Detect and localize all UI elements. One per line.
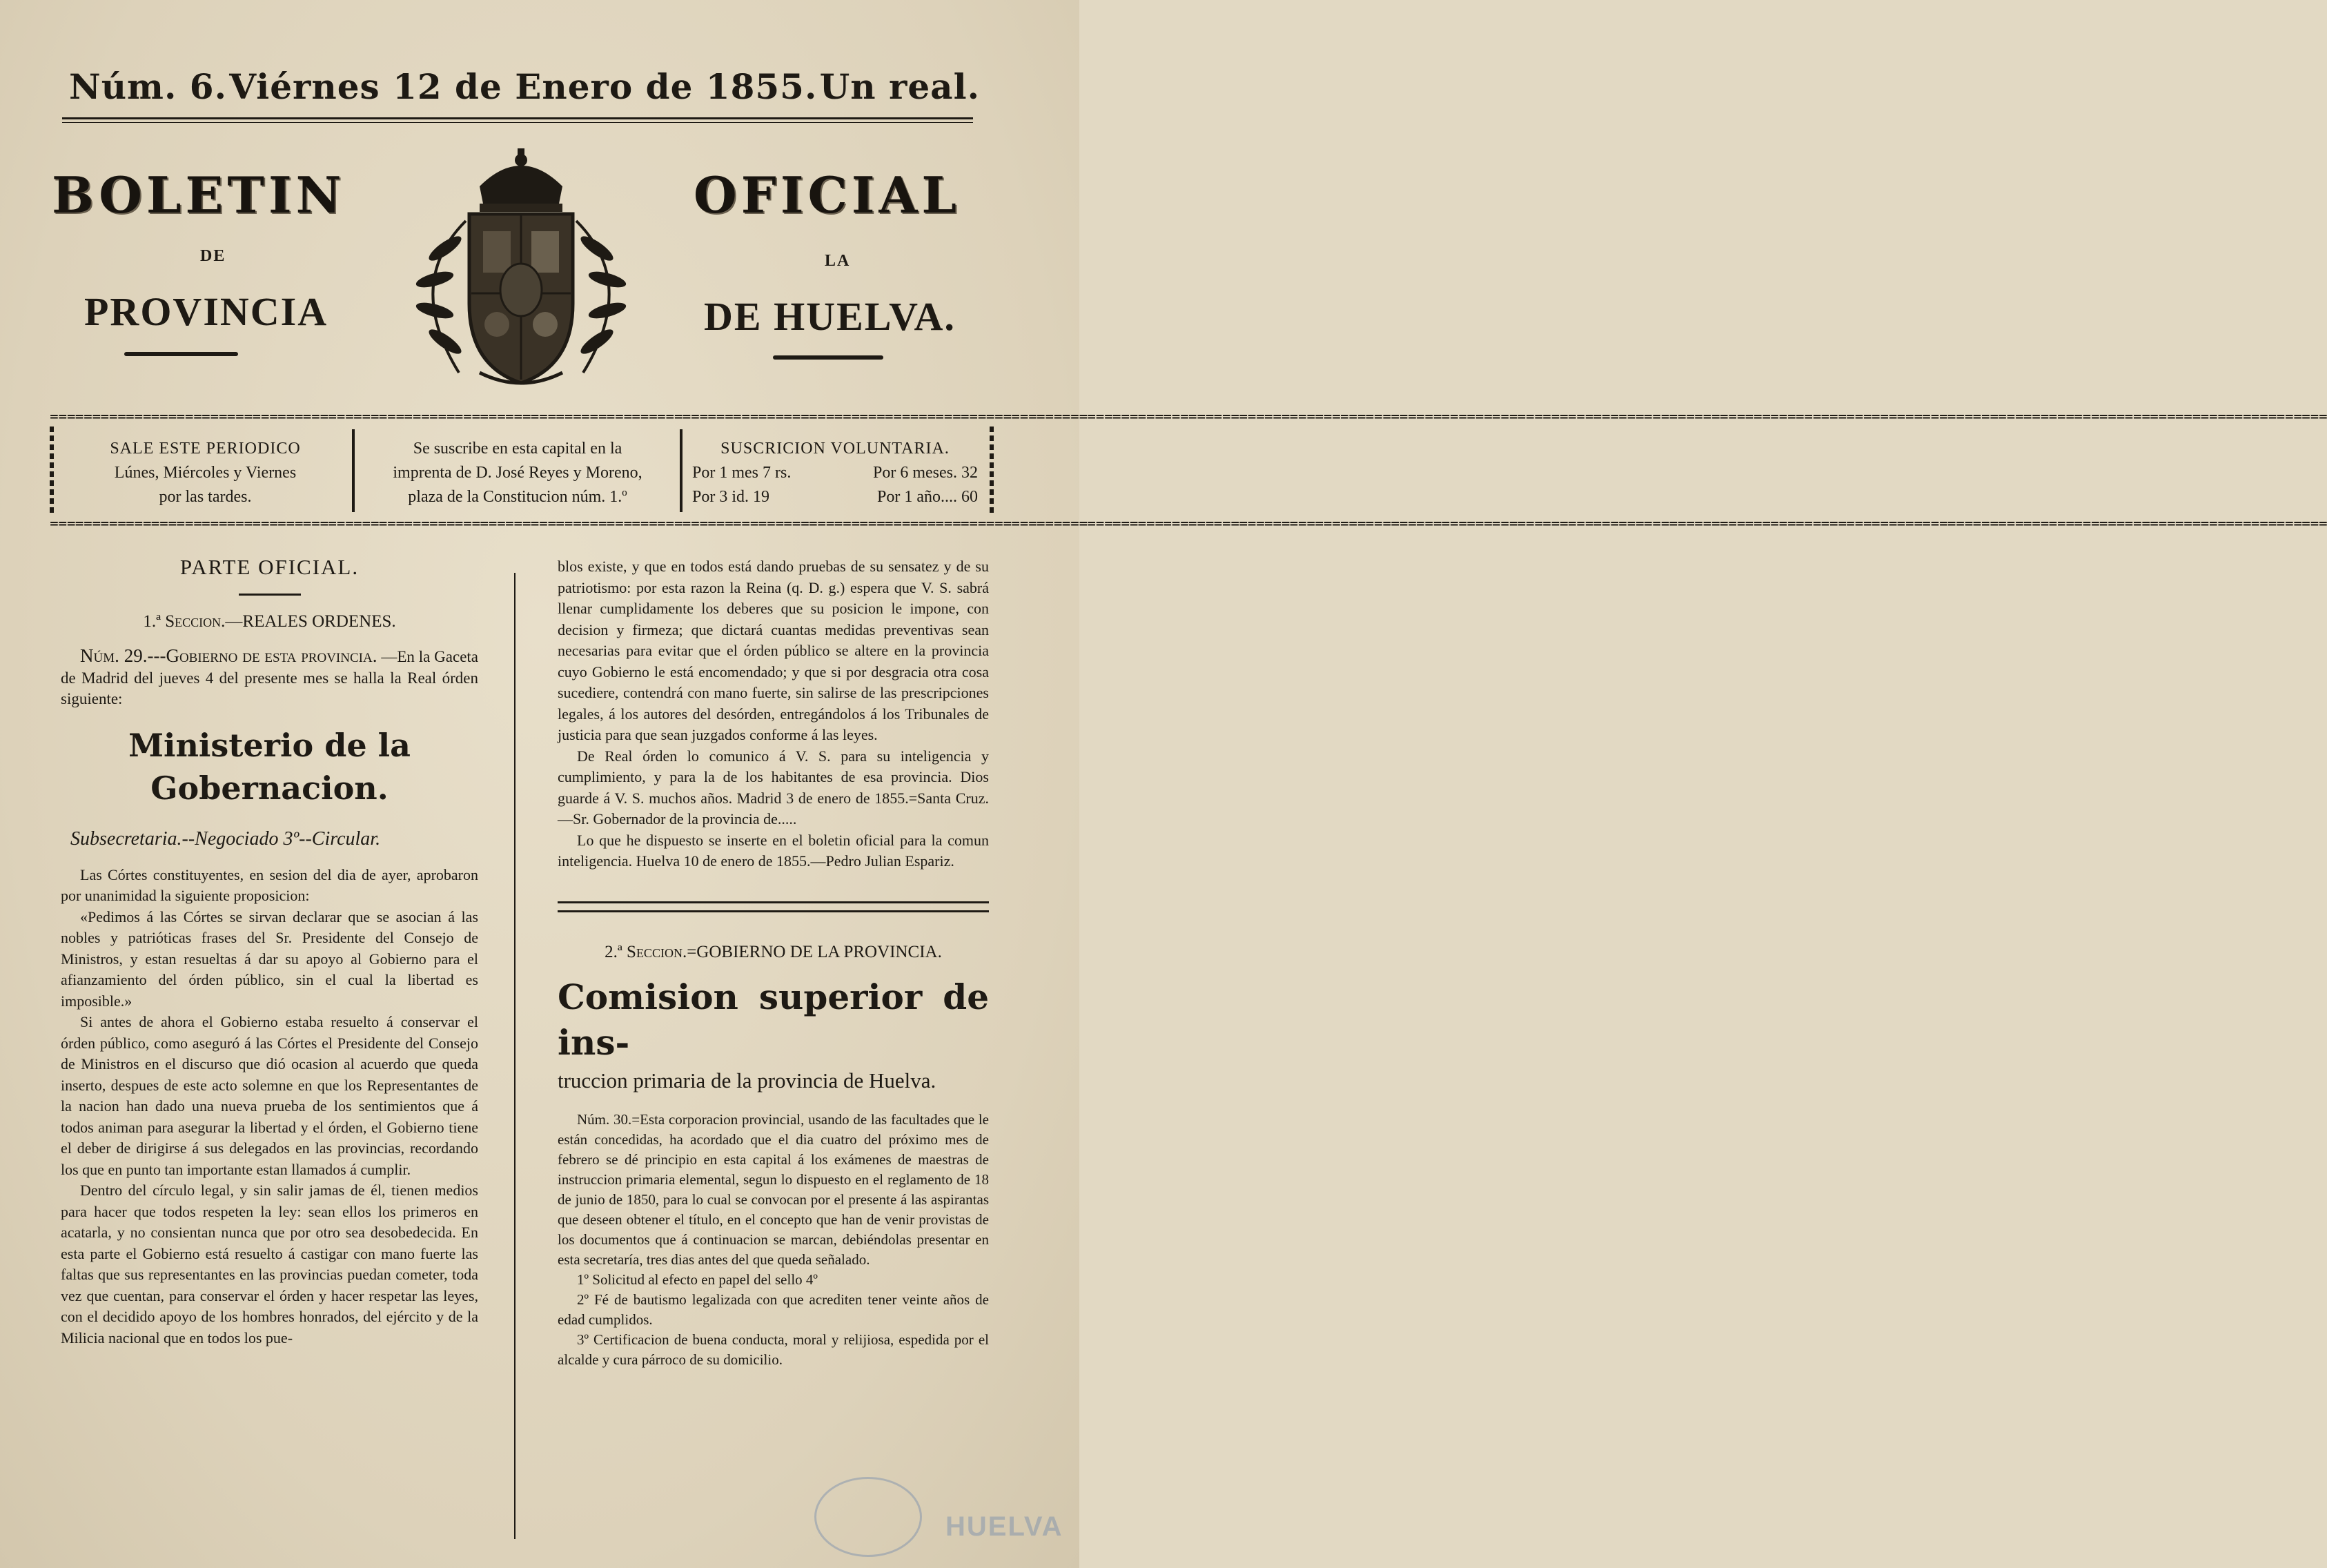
coat-of-arms-icon	[376, 145, 666, 393]
masthead-word-right: OFICIAL	[694, 166, 961, 224]
info-box-left-border	[50, 427, 54, 513]
subscribe-line-3: plaza de la Constitucion núm. 1.º	[408, 488, 627, 506]
left-paragraph-3: Si antes de ahora el Gobierno estaba resuelto á conservar el órden público, como aseguró á las Córtes el Presidente del Consejo de Ministros en el discurso que dió ocasion al acuerdo que queda inserto, despues de este acto solemne en que los Representantes de la nacion han dado una nueva prueba de los sentimientos que á todos animan para asegurar la libertad y el órden, el Gobierno tiene el deber de dirigirse á sus delegados en las provincias, recordando los que en punto tan importante estan llamados á cumplir.	[61, 1013, 478, 1178]
left-paragraph-4: Dentro del círculo legal, y sin salir jamas de él, tienen medios para hacer que todos respeten la ley: sean ellos los primeros en acatarla, y no consientan nunca que por otro sea desobedecida. En esta parte el Gobierno está resuelto á castigar con mano fuerte las faltas que sus representantes en las provincias puedan cometer, toda vez que cuentan, para conservar el órden y hacer respetar las leyes, con el decidido apoyo de los hombres honrados, del ejército y de la Milicia nacional que en todos los pue-	[61, 1182, 478, 1346]
right-paragraph-2: De Real órden lo comunico á V. S. para su inteligencia y cumplimiento, y para la de los habitantes de esa provincia. Dios guarde á V. S. muchos años. Madrid 3 de enero de 1855.=Santa Cruz.—Sr. Gobernador de la provincia de.....	[558, 747, 989, 827]
prices-row-2	[687, 485, 983, 509]
requirement-1: 1º Solicitud al efecto en papel del sello 4º	[577, 1271, 818, 1288]
price-1-year: Por 1 año.... 60	[877, 488, 978, 506]
schedule-line-1: SALE ESTE PERIODICO	[110, 440, 301, 458]
column-separator	[514, 573, 516, 1539]
right-paragraph-3: Lo que he dispuesto se inserte en el boletin oficial para la comun inteligencia. Huelva 10 de enero de 1855.—Pedro Julian Espariz.	[558, 831, 989, 870]
num-30-paragraph: Núm. 30.=Esta corporacion provincial, usando de las facultades que le están concedidas, ha acordado que el dia cuatro del próximo mes de febrero se dé principio en esta capital á los exámenes de maestras de instruccion primaria elemental, segun lo dispuesto en el reglamento de 18 de junio de 1850, para lo cual se convocan por el presente á las aspirantas que deseen obtener el título, en el concepto que han de venir provistas de los documentos que á continuacion se marcan, debiéndolas presentar en esta secretaría, tres dias antes del que queda señalado.	[558, 1110, 989, 1268]
price-6-months: Por 6 meses. 32	[873, 464, 978, 482]
parte-oficial-title: PARTE OFICIAL.	[179, 555, 360, 579]
num-29-text: —En la Gaceta de Madrid del jueves 4 del presente mes se halla la Real órden siguiente:	[61, 648, 478, 707]
info-box-bottom-border: ⩶⩶⩶⩶⩶⩶⩶⩶⩶⩶⩶⩶⩶⩶⩶⩶⩶⩶⩶⩶⩶⩶⩶⩶⩶⩶⩶⩶⩶⩶⩶⩶⩶⩶⩶⩶⩶⩶⩶⩶⩶⩶⩶⩶⩶⩶⩶⩶⩶⩶⩶⩶⩶⩶⩶⩶⩶⩶⩶⩶⩶⩶⩶⩶⩶⩶⩶⩶⩶⩶⩶⩶⩶⩶⩶⩶⩶⩶⩶⩶⩶⩶⩶⩶⩶⩶⩶⩶⩶⩶	[50, 514, 2327, 531]
header-rule-thick	[62, 117, 973, 119]
masthead-word-left: BOLETIN	[52, 166, 346, 224]
prices-title: SUSCRICION VOLUNTARIA.	[720, 440, 950, 458]
section-1-heading: 1.ª Seccion.—REALES ORDENES.	[143, 612, 396, 631]
left-column	[61, 552, 478, 1349]
commission-title: Comision superior de ins-	[558, 976, 989, 1063]
prices-row-1	[687, 461, 983, 485]
info-box-top-border: ⩶⩶⩶⩶⩶⩶⩶⩶⩶⩶⩶⩶⩶⩶⩶⩶⩶⩶⩶⩶⩶⩶⩶⩶⩶⩶⩶⩶⩶⩶⩶⩶⩶⩶⩶⩶⩶⩶⩶⩶⩶⩶⩶⩶⩶⩶⩶⩶⩶⩶⩶⩶⩶⩶⩶⩶⩶⩶⩶⩶⩶⩶⩶⩶⩶⩶⩶⩶⩶⩶⩶⩶⩶⩶⩶⩶⩶⩶⩶⩶⩶⩶⩶⩶⩶⩶⩶⩶⩶⩶	[50, 407, 2327, 424]
masthead-de-huelva: DE HUELVA.	[704, 294, 956, 339]
subscribe-line-2: imprenta de D. José Reyes y Moreno,	[393, 464, 642, 482]
section-double-rule	[558, 901, 989, 912]
num-29-lead: Núm. 29.---Gobierno de esta provincia.	[80, 645, 377, 666]
schedule-line-3: por las tardes.	[159, 488, 252, 506]
subscribe-line-1: Se suscribe en esta capital en la	[413, 440, 622, 458]
info-box-col-schedule	[62, 437, 348, 509]
price-1-month: Por 1 mes 7 rs.	[692, 464, 792, 482]
requirement-3: 3º Certificacion de buena conducta, moral y relijiosa, espedida por el alcalde y cura párroco de su domicilio.	[558, 1331, 989, 1368]
left-paragraph-2: «Pedimos á las Córtes se sirvan declarar que se asocian á las nobles y patrióticas frases del Sr. Presidente del Consejo de Ministros, y estan resueltas á dar su apoyo al Gobierno para el afianzamiento del órden público, sin el cual la libertad es imposible.»	[61, 908, 478, 1010]
title-ornament	[239, 594, 301, 596]
section-2-heading: 2.ª Seccion.=GOBIERNO DE LA PROVINCIA.	[605, 942, 942, 961]
right-paragraph-1: blos existe, y que en todos está dando pruebas de su sensatez y de su patriotismo: por esta razon la Reina (q. D. g.) espera que V. S. sabrá llenar cumplidamente los deberes que su posicion le impone, con decision y firmeza; que dictará cuantas medidas preventivas sean necesarias para evitar que el órden público se altere en la provincia cuyo Gobierno le está encomendado; y que si por desgracia otra cosa sucediere, contendrá con mano fuerte, sin salirse de las prescripciones legales, á los autores del desórden, entregándolos á los Tribunales de justicia para que sean juzgados conforme á las leyes.	[558, 558, 989, 743]
schedule-line-2: Lúnes, Miércoles y Viernes	[114, 464, 297, 482]
commission-subtitle: truccion primaria de la provincia de Huelva.	[558, 1068, 936, 1092]
masthead-small-right: LA	[825, 252, 851, 270]
header-rule-thin	[62, 122, 973, 123]
masthead-provincia: PROVINCIA	[84, 289, 328, 334]
subsecretaria-line: Subsecretaria.--Negociado 3º--Circular.	[70, 827, 381, 850]
info-box-divider-2	[680, 429, 683, 512]
price-3-months: Por 3 id. 19	[692, 488, 770, 506]
ministry-heading: Ministerio de la Gobernacion.	[128, 726, 411, 807]
info-box-col-subscribe	[359, 437, 676, 509]
masthead-small-left: DE	[200, 247, 226, 265]
left-paragraph-1: Las Córtes constituyentes, en sesion del dia de ayer, aprobaron por unanimidad la siguiente proposicion:	[61, 865, 478, 904]
right-column	[558, 556, 989, 1370]
library-stamp-icon	[814, 1477, 922, 1557]
issue-date: Viérnes 12 de Enero de 1855.	[229, 66, 818, 107]
info-box-right-border	[990, 427, 994, 513]
issue-number: Núm. 6.	[69, 66, 227, 107]
info-box-col-prices	[687, 437, 983, 509]
issue-header	[69, 66, 980, 107]
flourish-right	[773, 355, 883, 360]
flourish-left	[124, 352, 238, 356]
issue-price: Un real.	[819, 66, 980, 107]
requirement-2: 2º Fé de bautismo legalizada con que acrediten tener veinte años de edad cumplidos.	[558, 1291, 989, 1328]
stamp-text: HUELVA	[945, 1511, 1063, 1542]
info-box-divider-1	[352, 429, 355, 512]
